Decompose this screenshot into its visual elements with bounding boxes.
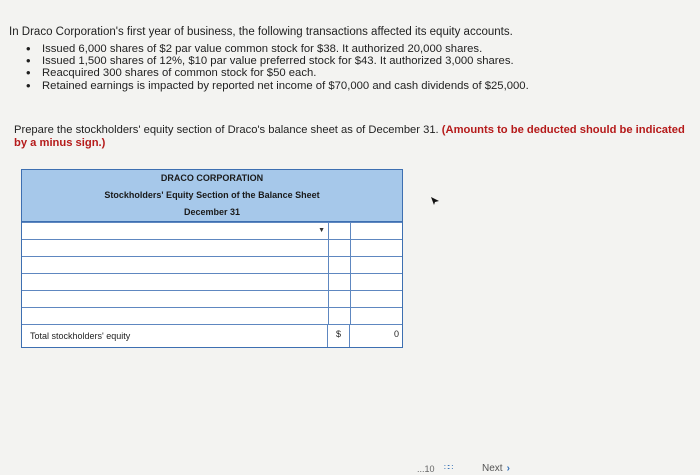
table-row [22, 307, 402, 324]
worksheet-subtitle: Stockholders' Equity Section of the Balance Sheet [104, 190, 320, 200]
table-row [22, 222, 402, 239]
currency-cell [329, 257, 350, 273]
worksheet-date: December 31 [183, 207, 241, 217]
next-button[interactable] [482, 463, 510, 474]
question-prompt [14, 124, 694, 150]
grid-icon[interactable]: ∷∷ [444, 463, 453, 472]
next-label: Next [482, 463, 503, 474]
amount-input[interactable] [350, 257, 402, 273]
page-indicator: ...10 [417, 464, 435, 474]
company-name: DRACO CORPORATION [160, 173, 264, 183]
currency-cell [329, 274, 350, 290]
currency-cell [329, 240, 350, 256]
currency-cell [329, 223, 350, 239]
list-item: • Retained earnings is impacted by reported net income of $70,000 and cash dividends of $25,000. [26, 80, 529, 92]
amount-input[interactable] [350, 274, 402, 290]
amount-input[interactable] [350, 308, 402, 324]
list-item: • Issued 1,500 shares of 12%, $10 par value preferred stock for $43. It authorized 3,000 shares. [26, 55, 529, 67]
prompt-text: Prepare the stockholders' equity section of Draco's balance sheet as of December 31. [14, 124, 439, 136]
equity-worksheet [21, 169, 403, 348]
account-dropdown[interactable] [22, 240, 329, 256]
transaction-list [26, 43, 529, 92]
chevron-down-icon: ▼ [318, 227, 325, 234]
chevron-right-icon: › [506, 463, 510, 474]
table-row [22, 273, 402, 290]
currency-cell [329, 291, 350, 307]
prompt-instruction: (Amounts to be deducted should be indicated [441, 124, 685, 136]
currency-cell [329, 308, 350, 324]
account-dropdown[interactable] [22, 274, 329, 290]
list-item: • Reacquired 300 shares of common stock for $50 each. [26, 67, 529, 79]
total-value: 0 [349, 325, 402, 347]
table-row [22, 256, 402, 273]
account-dropdown[interactable] [22, 291, 329, 307]
worksheet-header [22, 170, 402, 222]
account-dropdown[interactable] [22, 223, 329, 239]
total-row [22, 324, 402, 347]
amount-input[interactable] [350, 240, 402, 256]
table-row [22, 290, 402, 307]
list-item: • Issued 6,000 shares of $2 par value common stock for $38. It authorized 20,000 shares. [26, 43, 529, 55]
cursor-icon [430, 196, 440, 206]
amount-input[interactable] [350, 291, 402, 307]
amount-input[interactable] [350, 223, 402, 239]
total-label: Total stockholders' equity [22, 325, 328, 347]
total-currency: $ [335, 329, 341, 339]
prompt-instruction-cont: by a minus sign.) [14, 137, 106, 149]
account-dropdown[interactable] [22, 257, 329, 273]
intro-text: In Draco Corporation's first year of business, the following transactions affected its equity accounts. [9, 26, 513, 38]
table-row [22, 239, 402, 256]
account-dropdown[interactable] [22, 308, 329, 324]
